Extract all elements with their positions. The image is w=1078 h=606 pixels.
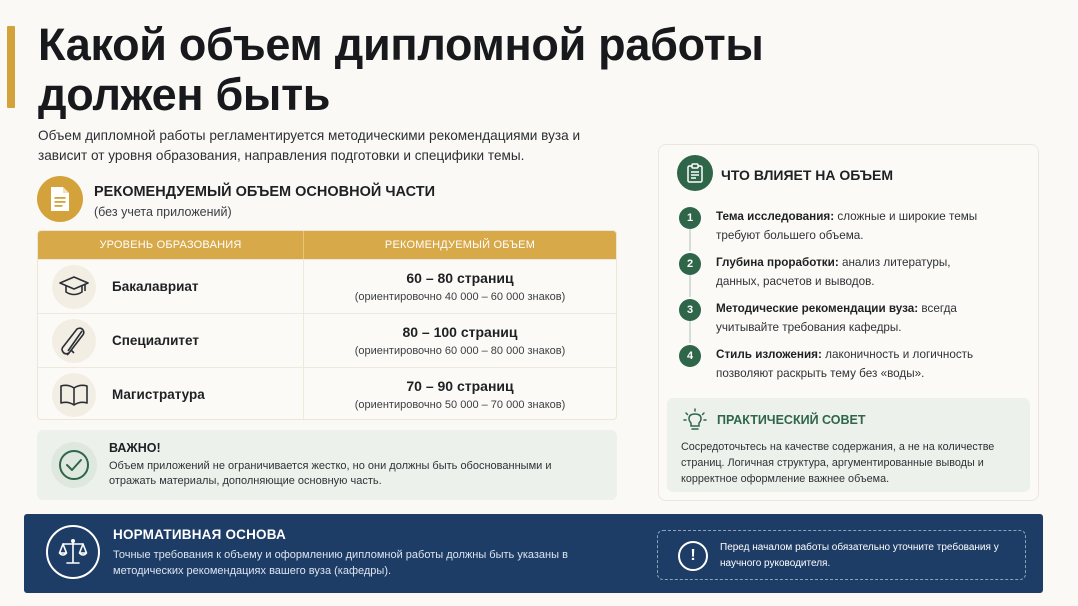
list-item — [679, 205, 1029, 251]
pages-range: 60 – 80 страниц — [406, 270, 514, 286]
table-row — [38, 259, 616, 313]
factors-card — [658, 144, 1039, 501]
tip-text: Сосредоточьтесь на качестве содержания, а не на количестве страниц. Логичная структура, аргументированные выводы и корректное оформление важнее объема. — [681, 441, 995, 486]
clipboard-icon — [677, 155, 713, 191]
chars-range: (ориентировочно 40 000 – 60 000 знаков) — [354, 291, 566, 303]
lightbulb-icon — [683, 408, 707, 432]
level-name: Специалитет — [112, 333, 199, 348]
list-item — [679, 343, 1029, 389]
normative-banner — [24, 514, 1043, 593]
advisor-note — [657, 530, 1026, 580]
chars-range: (ориентировочно 60 000 – 80 000 знаков) — [354, 345, 566, 357]
page-title: Какой объем дипломной работы должен быть — [38, 19, 764, 120]
banner-title: НОРМАТИВНАЯ ОСНОВА — [113, 527, 286, 542]
list-item — [679, 297, 1029, 343]
list-item — [679, 251, 1029, 297]
diploma-scroll-icon — [52, 319, 96, 363]
title-accent-bar — [7, 26, 15, 108]
factor-label: Стиль изложения: — [716, 348, 822, 361]
level-name: Бакалавриат — [112, 279, 199, 294]
section-title: РЕКОМЕНДУЕМЫЙ ОБЪЕМ ОСНОВНОЙ ЧАСТИ — [94, 184, 436, 200]
factor-label: Глубина проработки: — [716, 256, 839, 269]
table-row — [38, 367, 616, 420]
timeline-connector — [689, 275, 691, 297]
level-name: Магистратура — [112, 387, 205, 402]
table-header — [38, 231, 616, 259]
check-circle-icon — [51, 442, 97, 488]
practical-tip — [667, 398, 1030, 492]
timeline-connector — [689, 321, 691, 343]
tip-title: ПРАКТИЧЕСКИЙ СОВЕТ — [717, 413, 866, 427]
factor-number: 1 — [679, 207, 701, 229]
volume-table — [37, 230, 617, 420]
factor-label: Методические рекомендации вуза: — [716, 302, 919, 315]
banner-text: Точные требования к объему и оформлению дипломной работы должны быть указаны в методических рекомендациях вашего вуза (кафедры). — [113, 549, 568, 577]
chars-range: (ориентировочно 50 000 – 70 000 знаков) — [354, 399, 566, 411]
factors-list — [679, 205, 1029, 389]
pages-range: 70 – 90 страниц — [406, 378, 514, 394]
open-book-icon — [52, 373, 96, 417]
important-title: ВАЖНО! — [109, 441, 161, 455]
section-subtitle: (без учета приложений) — [94, 205, 232, 219]
document-icon — [37, 176, 83, 222]
advisor-note-text: Перед началом работы обязательно уточните требования у научного руководителя. — [720, 542, 999, 569]
factors-title: ЧТО ВЛИЯЕТ НА ОБЪЕМ — [721, 167, 894, 183]
intro-text: Объем дипломной работы регламентируется методическими рекомендациями вуза и зависит от уровня образования, направления подготовки и специфики темы. — [38, 128, 581, 163]
factor-number: 2 — [679, 253, 701, 275]
header-education-level: УРОВЕНЬ ОБРАЗОВАНИЯ — [38, 231, 304, 259]
timeline-connector — [689, 229, 691, 251]
factor-label: Тема исследования: — [716, 210, 835, 223]
factor-number: 3 — [679, 299, 701, 321]
factor-text: всегда учитывайте требования кафедры. — [716, 302, 957, 334]
important-note — [37, 430, 617, 500]
table-row — [38, 313, 616, 367]
factor-text: анализ литературы, данных, расчетов и выводов. — [716, 256, 951, 288]
factor-text: лаконичность и логичность позволяют раскрыть тему без «воды». — [716, 348, 974, 380]
scales-icon — [46, 525, 100, 579]
graduation-cap-icon — [52, 265, 96, 309]
header-recommended-volume: РЕКОМЕНДУЕМЫЙ ОБЪЕМ — [384, 239, 536, 251]
factor-number: 4 — [679, 345, 701, 367]
important-text: Объем приложений не ограничивается жестко, но они должны быть обоснованными и отражать материалы, дополняющие основную часть. — [109, 460, 552, 487]
exclamation-icon: ! — [678, 541, 708, 571]
factor-text: сложные и широкие темы требуют большего объема. — [716, 210, 978, 242]
pages-range: 80 – 100 страниц — [402, 324, 518, 340]
